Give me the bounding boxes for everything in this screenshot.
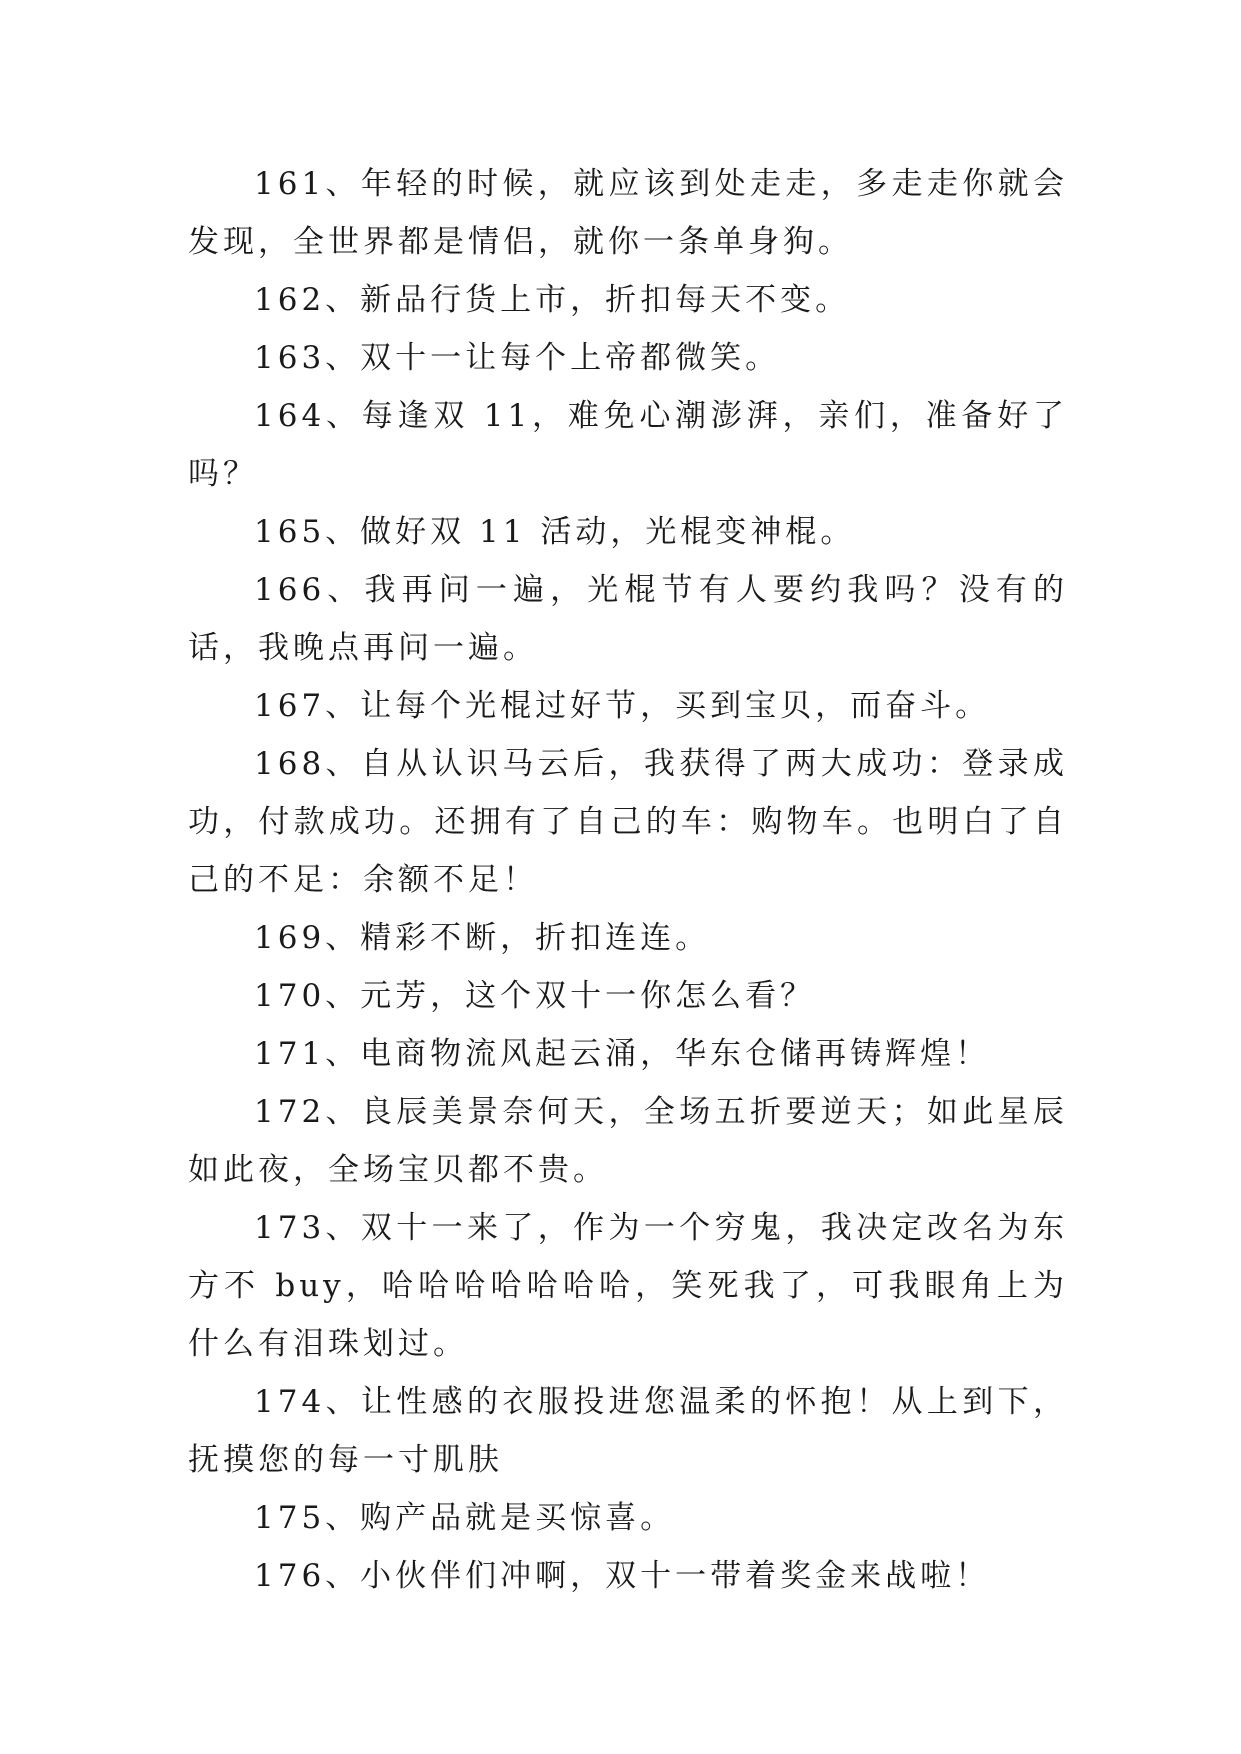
paragraph-170: 170、元芳，这个双十一你怎么看？ (254, 978, 816, 1014)
paragraph-172: 172、良辰美景奈何天，全场五折要逆天；如此星辰如此夜，全场宝贝都不贵。 (188, 1094, 1068, 1188)
paragraph-174: 174、让性感的衣服投进您温柔的怀抱！从上到下，抚摸您的每一寸肌肤 (188, 1384, 1068, 1478)
paragraph-163: 163、双十一让每个上帝都微笑。 (254, 340, 781, 376)
paragraph-169: 169、精彩不断，折扣连连。 (254, 920, 711, 956)
paragraph-175: 175、购产品就是买惊喜。 (254, 1500, 676, 1536)
paragraph-161: 161、年轻的时候，就应该到处走走，多走走你就会发现，全世界都是情侣，就你一条单身狗。 (188, 166, 1068, 260)
paragraph-173: 173、双十一来了，作为一个穷鬼，我决定改名为东方不 buy，哈哈哈哈哈哈哈，笑死我了，可我眼角上为什么有泪珠划过。 (188, 1210, 1068, 1362)
paragraph-164: 164、每逢双 11，难免心潮澎湃，亲们，准备好了吗？ (188, 398, 1068, 492)
paragraph-162: 162、新品行货上市，折扣每天不变。 (254, 282, 851, 318)
paragraph-168: 168、自从认识马云后，我获得了两大成功：登录成功，付款成功。还拥有了自己的车：购物车。也明白了自己的不足：余额不足！ (188, 746, 1068, 898)
paragraph-171: 171、电商物流风起云涌，华东仓储再铸辉煌！ (254, 1036, 991, 1072)
paragraph-176: 176、小伙伴们冲啊，双十一带着奖金来战啦！ (254, 1558, 991, 1594)
paragraph-165: 165、做好双 11 活动，光棍变神棍。 (254, 514, 856, 550)
document-body (188, 155, 1068, 1605)
paragraph-166: 166、我再问一遍，光棍节有人要约我吗？没有的话，我晚点再问一遍。 (188, 572, 1068, 666)
paragraph-167: 167、让每个光棍过好节，买到宝贝，而奋斗。 (254, 688, 991, 724)
